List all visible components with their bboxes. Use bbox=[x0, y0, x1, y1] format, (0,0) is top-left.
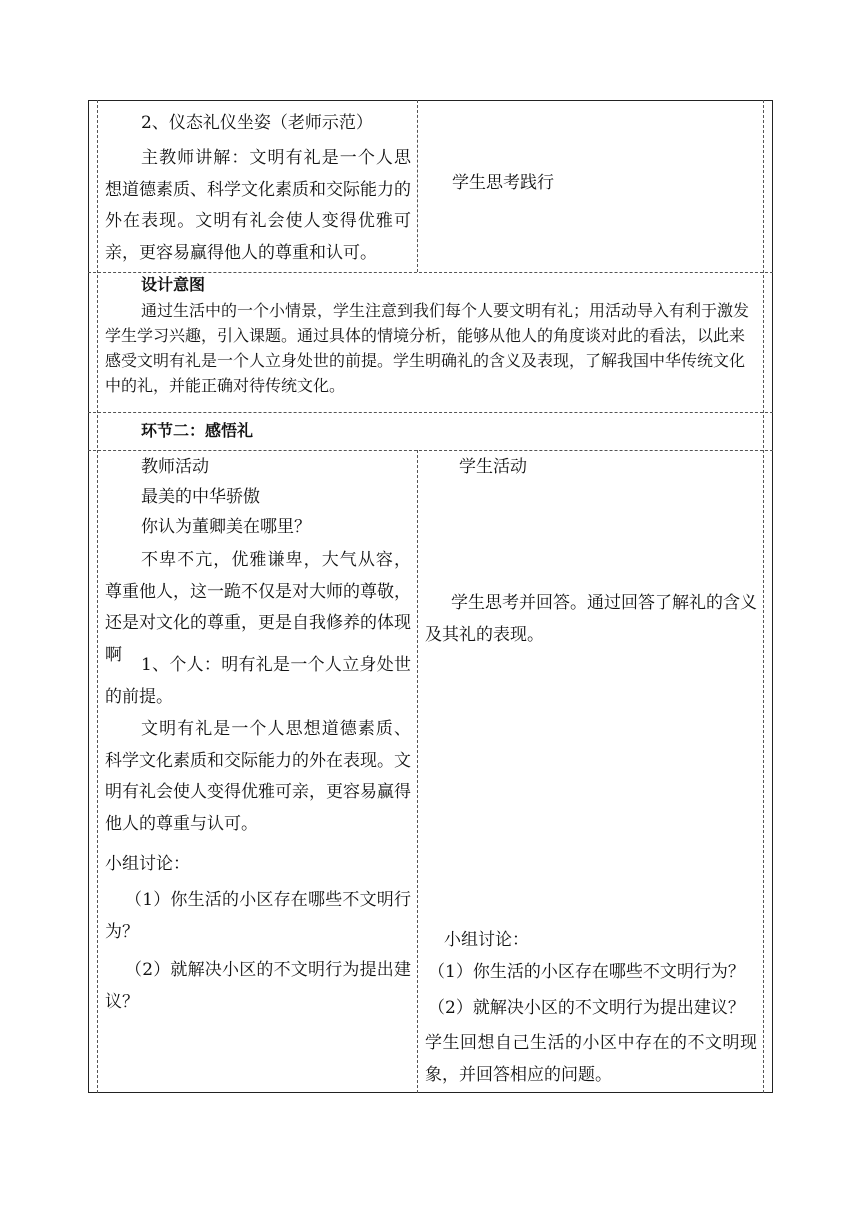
inner-left-border bbox=[97, 100, 98, 1093]
teacher-question: 你认为董卿美在哪里？ bbox=[141, 517, 311, 537]
teacher-discussion-q2: （2）就解决小区的不文明行为提出建议？ bbox=[105, 960, 411, 1012]
student-discussion-q1: （1）你生活的小区存在哪些不文明行为？ bbox=[428, 962, 745, 982]
teacher-lecture: 主教师讲解：文明有礼是一个人思想道德素质、科学文化素质和交际能力的外在表现。文明有礼会使人变得优雅可亲，更容易赢得他人的尊重和认可。 bbox=[105, 148, 411, 263]
row-divider-2 bbox=[88, 412, 773, 413]
design-title: 设计意图 bbox=[141, 275, 206, 294]
section-title: 环节二：感悟礼 bbox=[141, 421, 254, 440]
teacher-line-1: 最美的中华骄傲 bbox=[141, 487, 260, 507]
teacher-point-1: 1、个人：明有礼是一个人立身处世的前提。 bbox=[105, 655, 411, 707]
posture-heading: 2、仪态礼仪坐姿（老师示范） bbox=[141, 113, 373, 133]
teacher-discussion: 小组讨论： bbox=[105, 854, 190, 874]
column-divider-bottom bbox=[417, 450, 418, 1093]
teacher-discussion-q1: （1）你生活的小区存在哪些不文明行为？ bbox=[105, 890, 411, 942]
teacher-para-1: 不卑不亢，优雅谦卑，大气从容，尊重他人，这一跪不仅是对大师的尊敬，还是对文化的尊重，更是自我修养的体现啊 bbox=[105, 550, 411, 665]
student-practice: 学生思考践行 bbox=[452, 173, 554, 193]
inner-right-border bbox=[763, 100, 764, 1093]
row-divider-3 bbox=[88, 450, 773, 451]
column-divider-top bbox=[417, 100, 418, 272]
student-activity-header: 学生活动 bbox=[459, 457, 527, 477]
teacher-para-2: 文明有礼是一个人思想道德素质、科学文化素质和交际能力的外在表现。文明有礼会使人变得优雅可亲，更容易赢得他人的尊重与认可。 bbox=[105, 719, 411, 834]
student-discussion: 小组讨论： bbox=[444, 930, 529, 950]
student-discussion-q2: （2）就解决小区的不文明行为提出建议？ bbox=[428, 998, 745, 1018]
student-response: 学生回想自己生活的小区中存在的不文明现象，并回答相应的问题。 bbox=[425, 1033, 757, 1085]
teacher-activity-header: 教师活动 bbox=[141, 457, 209, 477]
design-body: 通过生活中的一个小情景，学生注意到我们每个人要文明有礼；用活动导入有利于激发学生学习兴趣，引入课题。通过具体的情境分析，能够从他人的角度谈对此的看法，以此来感受文明有礼是一个人立身处世的前提。学生明确礼的含义及表现，了解我国中华传统文化中的礼，并能正确对待传统文化。 bbox=[105, 301, 750, 395]
student-answer: 学生思考并回答。通过回答了解礼的含义及其礼的表现。 bbox=[425, 593, 757, 645]
